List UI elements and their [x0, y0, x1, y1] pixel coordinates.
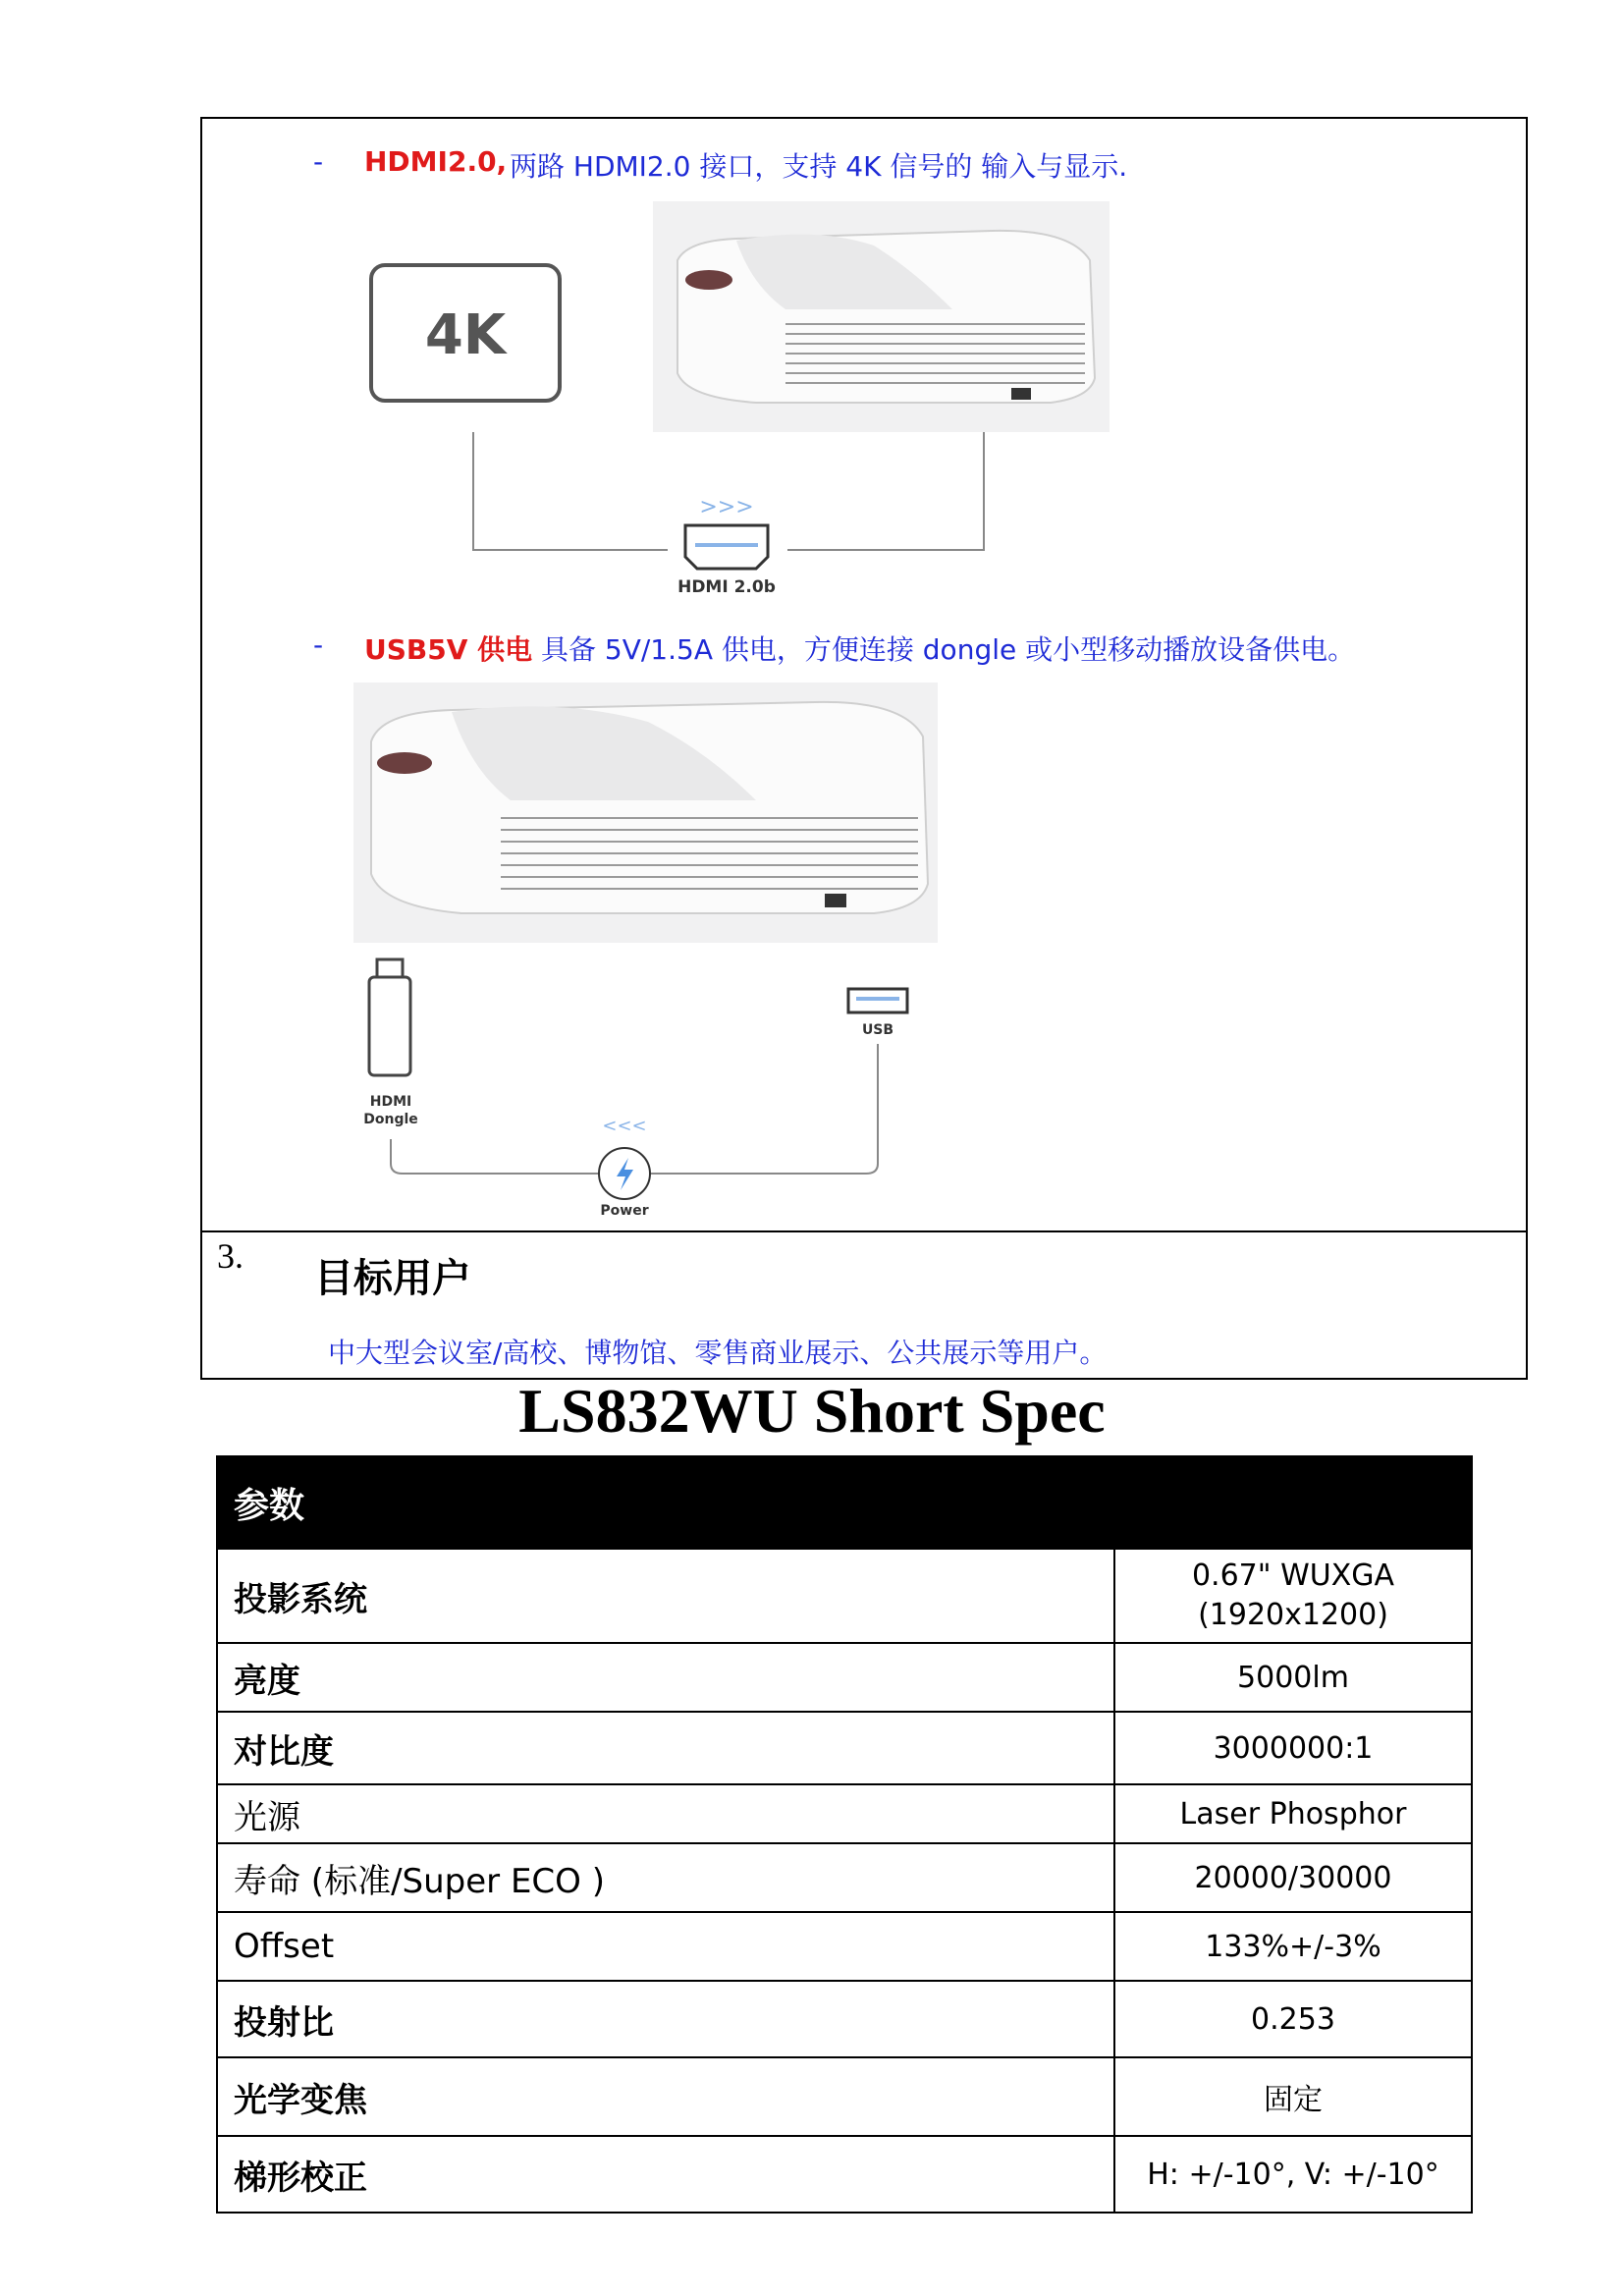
section-description: 中大型会议室/高校、博物馆、零售商业展示、公共展示等用户。 — [328, 1337, 1108, 1369]
spec-value-line: 0.67" WUXGA — [1191, 1558, 1395, 1593]
spec-label: 对比度 — [217, 1712, 1114, 1784]
arrows-text: >>> — [699, 495, 754, 519]
hdmi-dongle-icon — [369, 959, 410, 1075]
spec-label: 寿命 (标准/Super ECO ) — [217, 1843, 1114, 1912]
port-label: HDMI 2.0b — [677, 577, 776, 597]
usb-label: USB — [861, 1022, 894, 1038]
hdmi-illustration — [363, 201, 1119, 604]
spec-row — [217, 1981, 1472, 2057]
spec-value: 0.253 — [1114, 1981, 1472, 2057]
spec-label: Offset — [217, 1912, 1114, 1981]
spec-header: 参数 — [217, 1456, 1472, 1549]
spec-title: LS832WU Short Spec — [518, 1376, 1106, 1446]
spec-value: H: +/-10°, V: +/-10° — [1114, 2136, 1472, 2213]
spec-value — [1114, 1549, 1472, 1643]
arrows-text: <<< — [602, 1116, 647, 1136]
spec-value: 20000/30000 — [1114, 1843, 1472, 1912]
feature-key: USB5V 供电 — [364, 633, 533, 666]
spec-value: 固定 — [1114, 2057, 1472, 2136]
spec-value: 3000000:1 — [1114, 1712, 1472, 1784]
spec-row — [217, 1912, 1472, 1981]
dongle-label: Dongle — [363, 1112, 418, 1127]
spec-label: 光源 — [217, 1784, 1114, 1843]
power-label: Power — [600, 1203, 649, 1219]
bullet-dash: - — [313, 145, 324, 178]
spec-row — [217, 1549, 1472, 1643]
spec-header-row — [217, 1456, 1472, 1549]
spec-row — [217, 1843, 1472, 1912]
4k-badge-text: 4K — [424, 303, 507, 367]
spec-value: 133%+/-3% — [1114, 1912, 1472, 1981]
projector-icon — [353, 683, 938, 943]
connector-line — [391, 1139, 599, 1174]
spec-label: 投射比 — [217, 1981, 1114, 2057]
bullet-dash: - — [313, 629, 324, 661]
spec-label: 光学变焦 — [217, 2057, 1114, 2136]
spec-row — [217, 1643, 1472, 1712]
spec-label: 亮度 — [217, 1643, 1114, 1712]
spec-row — [217, 1712, 1472, 1784]
spec-row — [217, 1784, 1472, 1843]
spec-label: 梯形校正 — [217, 2136, 1114, 2213]
spec-label: 投影系统 — [217, 1549, 1114, 1643]
spec-value: Laser Phosphor — [1114, 1784, 1472, 1843]
projector-icon — [653, 201, 1110, 432]
spec-value: 5000lm — [1114, 1643, 1472, 1712]
spec-value-line: (1920x1200) — [1198, 1598, 1388, 1632]
section-number: 3. — [217, 1236, 244, 1276]
spec-row — [217, 2057, 1472, 2136]
feature-description: 两路 HDMI2.0 接口，支持 4K 信号的 输入与显示. — [510, 150, 1128, 183]
connector-line — [473, 432, 668, 550]
connector-line — [648, 1044, 878, 1174]
section-title: 目标用户 — [314, 1256, 471, 1301]
dongle-label: HDMI — [369, 1094, 412, 1110]
spec-row — [217, 2136, 1472, 2213]
feature-description: 具备 5V/1.5A 供电，方便连接 dongle 或小型移动播放设备供电。 — [541, 633, 1356, 666]
connector-line — [787, 432, 984, 550]
feature-key: HDMI2.0, — [364, 145, 508, 178]
usb-illustration — [353, 683, 943, 1223]
spec-table — [216, 1455, 1473, 2214]
